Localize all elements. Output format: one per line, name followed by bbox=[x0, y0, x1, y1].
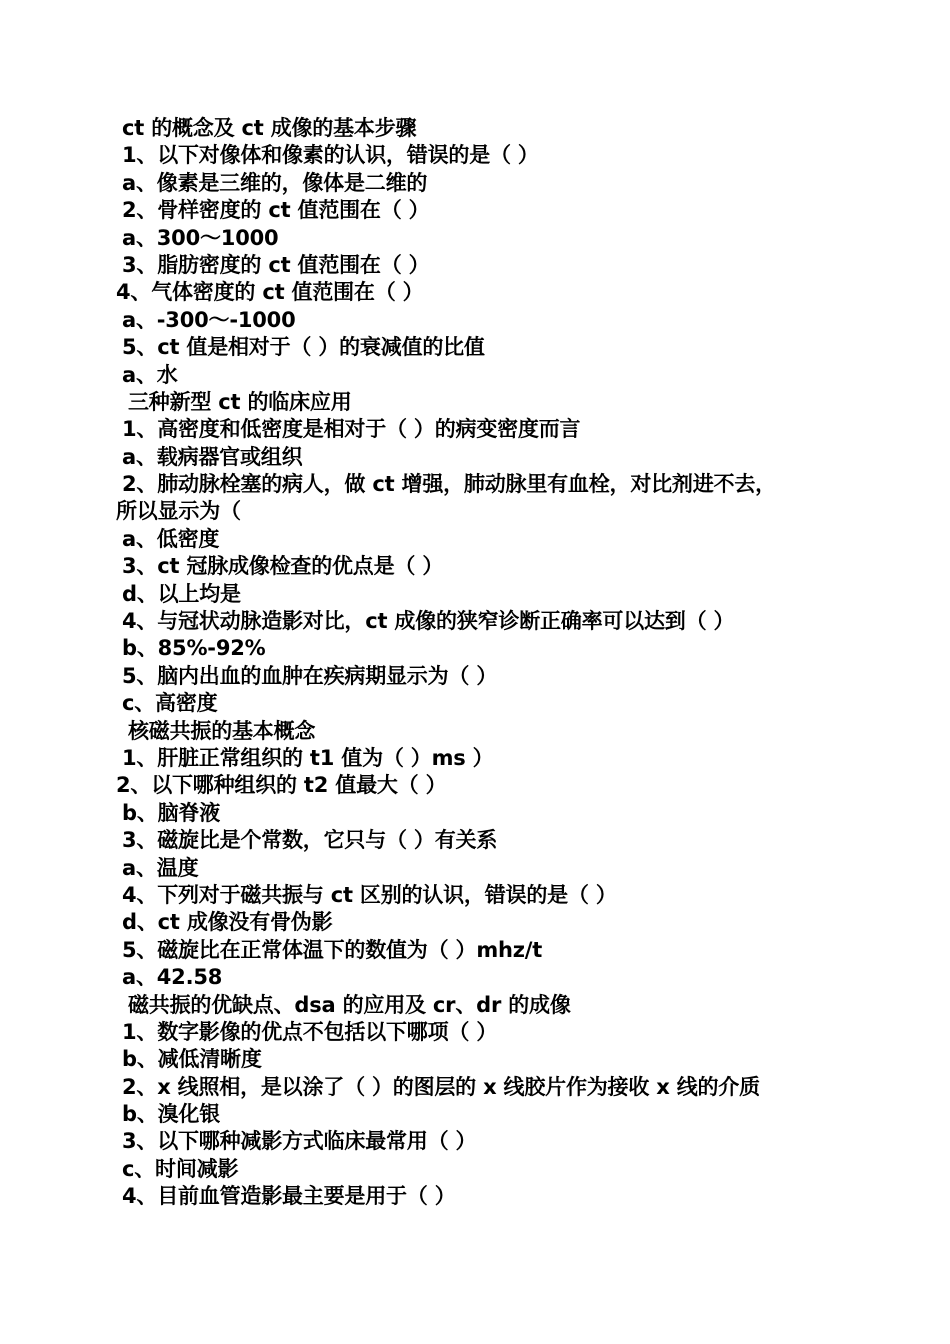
text-line: 1、数字影像的优点不包括以下哪项（ ） bbox=[122, 1019, 498, 1044]
text-line: ct 的概念及 ct 成像的基本步骤 bbox=[122, 116, 417, 140]
text-line: a、像素是三维的，像体是二维的 bbox=[122, 170, 428, 195]
document-body bbox=[116, 115, 856, 1211]
text-line: b、溴化银 bbox=[122, 1102, 221, 1127]
text-line: 1、肝脏正常组织的 t1 值为（ ）ms ） bbox=[122, 745, 494, 770]
text-line: 4、下列对于磁共振与 ct 区别的认识，错误的是（ ） bbox=[122, 882, 617, 907]
text-line: a、300～1000 bbox=[122, 225, 279, 250]
text-line: 5、脑内出血的血肿在疾病期显示为（ ） bbox=[122, 663, 498, 688]
text-line: 1、以下对像体和像素的认识，错误的是（ ） bbox=[122, 143, 539, 168]
text-line: a、-300～-1000 bbox=[122, 307, 296, 332]
text-line: 4、气体密度的 ct 值范围在（ ） bbox=[116, 280, 424, 305]
text-line: a、水 bbox=[122, 362, 178, 387]
text-line: 2、肺动脉栓塞的病人，做 ct 增强，肺动脉里有血栓，对比剂进不去， bbox=[122, 472, 776, 497]
text-line: a、42.58 bbox=[122, 965, 223, 990]
text-line: a、低密度 bbox=[122, 526, 220, 551]
text-line: 2、x 线照相，是以涂了（ ）的图层的 x 线胶片作为接收 x 线的介质 bbox=[122, 1074, 760, 1099]
text-line: c、高密度 bbox=[122, 691, 218, 716]
text-line: 3、以下哪种减影方式临床最常用（ ） bbox=[122, 1129, 477, 1154]
text-line: 5、磁旋比在正常体温下的数值为（ ）mhz/t bbox=[122, 937, 543, 962]
text-line: b、脑脊液 bbox=[122, 800, 221, 825]
text-line: 2、以下哪种组织的 t2 值最大（ ） bbox=[116, 773, 447, 798]
text-line: 3、磁旋比是个常数，它只与（ ）有关系 bbox=[122, 828, 498, 853]
text-line: d、ct 成像没有骨伪影 bbox=[122, 910, 333, 935]
text-line: 三种新型 ct 的临床应用 bbox=[128, 389, 352, 414]
text-line: 核磁共振的基本概念 bbox=[128, 718, 316, 743]
text-line: a、温度 bbox=[122, 855, 199, 880]
text-line: 2、骨样密度的 ct 值范围在（ ） bbox=[122, 198, 430, 223]
text-line: a、载病器官或组织 bbox=[122, 444, 303, 469]
text-line: 4、目前血管造影最主要是用于（ ） bbox=[122, 1184, 456, 1209]
text-line: 4、与冠状动脉造影对比，ct 成像的狭窄诊断正确率可以达到（ ） bbox=[122, 609, 735, 634]
text-line: b、85%-92% bbox=[122, 636, 266, 661]
text-line: 3、ct 冠脉成像检查的优点是（ ） bbox=[122, 554, 444, 579]
text-line: b、减低清晰度 bbox=[122, 1047, 262, 1072]
text-line: d、以上均是 bbox=[122, 581, 241, 606]
text-line: 5、ct 值是相对于（ ）的衰减值的比值 bbox=[122, 335, 485, 360]
text-line: 所以显示为（ bbox=[116, 499, 241, 524]
text-line: 磁共振的优缺点、dsa 的应用及 cr、dr 的成像 bbox=[128, 992, 571, 1017]
text-line: c、时间减影 bbox=[122, 1156, 239, 1181]
text-line: 1、高密度和低密度是相对于（ ）的病变密度而言 bbox=[122, 417, 581, 442]
text-line: 3、脂肪密度的 ct 值范围在（ ） bbox=[122, 252, 430, 277]
